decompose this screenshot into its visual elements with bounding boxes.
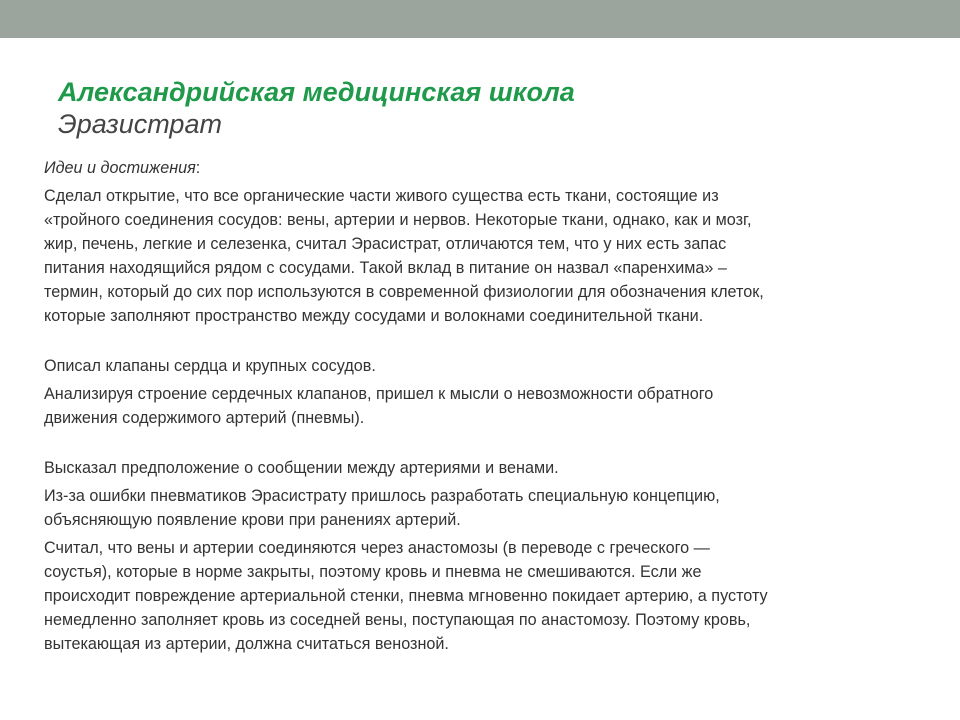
- top-bar: [0, 0, 960, 38]
- text-line: «тройного соединения сосудов: вены, артерии и нервов. Некоторые ткани, однако, как и мозг,: [44, 211, 752, 229]
- text-line: Высказал предположение о сообщении между артериями и венами.: [44, 459, 559, 477]
- text-line: жир, печень, легкие и селезенка, считал Эрасистрат, отличаются тем, что у них есть запас: [44, 235, 727, 253]
- text-line: Описал клапаны сердца и крупных сосудов.: [44, 357, 376, 375]
- ideas-heading-colon: :: [195, 159, 201, 177]
- text-line: немедленно заполняет кровь из соседней вены, поступающая по анастомозу. Поэтому кровь,: [44, 611, 751, 629]
- slide-title: [58, 76, 918, 140]
- paragraph-valves-analysis: [44, 382, 924, 430]
- text-line: термин, который до сих пор используются в современной физиологии для обозначения клеток,: [44, 283, 764, 301]
- text-line: движения содержимого артерий (пневмы).: [44, 409, 365, 427]
- ideas-heading-text: Идеи и достижения: [44, 159, 196, 177]
- paragraph-hypothesis: [44, 456, 924, 480]
- text-line: соустья), которые в норме закрыты, поэтому кровь и пневма не смешиваются. Если же: [44, 563, 702, 581]
- paragraph-valves: [44, 354, 924, 378]
- text-line: питания находящийся рядом с сосудами. Такой вклад в питание он назвал «паренхима» –: [44, 259, 727, 277]
- slide-content: [44, 156, 924, 656]
- ideas-heading: [44, 156, 924, 180]
- text-line: которые заполняют пространство между сосудами и волокнами соединительной ткани.: [44, 307, 704, 325]
- text-line: Считал, что вены и артерии соединяются через анастомозы (в переводе с греческого —: [44, 539, 710, 557]
- paragraph-pneumatics: [44, 484, 924, 532]
- paragraph-anastomoses: [44, 536, 924, 656]
- paragraph-tissues: [44, 184, 924, 328]
- text-line: происходит повреждение артериальной стенки, пневма мгновенно покидает артерию, а пустоту: [44, 587, 768, 605]
- text-line: вытекающая из артерии, должна считаться венозной.: [44, 635, 449, 653]
- text-line: Сделал открытие, что все органические части живого существа есть ткани, состоящие из: [44, 187, 719, 205]
- text-line: объясняющую появление крови при ранениях артерий.: [44, 511, 461, 529]
- text-line: Анализируя строение сердечных клапанов, пришел к мысли о невозможности обратного: [44, 385, 714, 403]
- title-subject: Эразистрат: [58, 109, 222, 139]
- title-main: Александрийская медицинская школа: [58, 77, 575, 107]
- text-line: Из-за ошибки пневматиков Эрасистрату пришлось разработать специальную концепцию,: [44, 487, 720, 505]
